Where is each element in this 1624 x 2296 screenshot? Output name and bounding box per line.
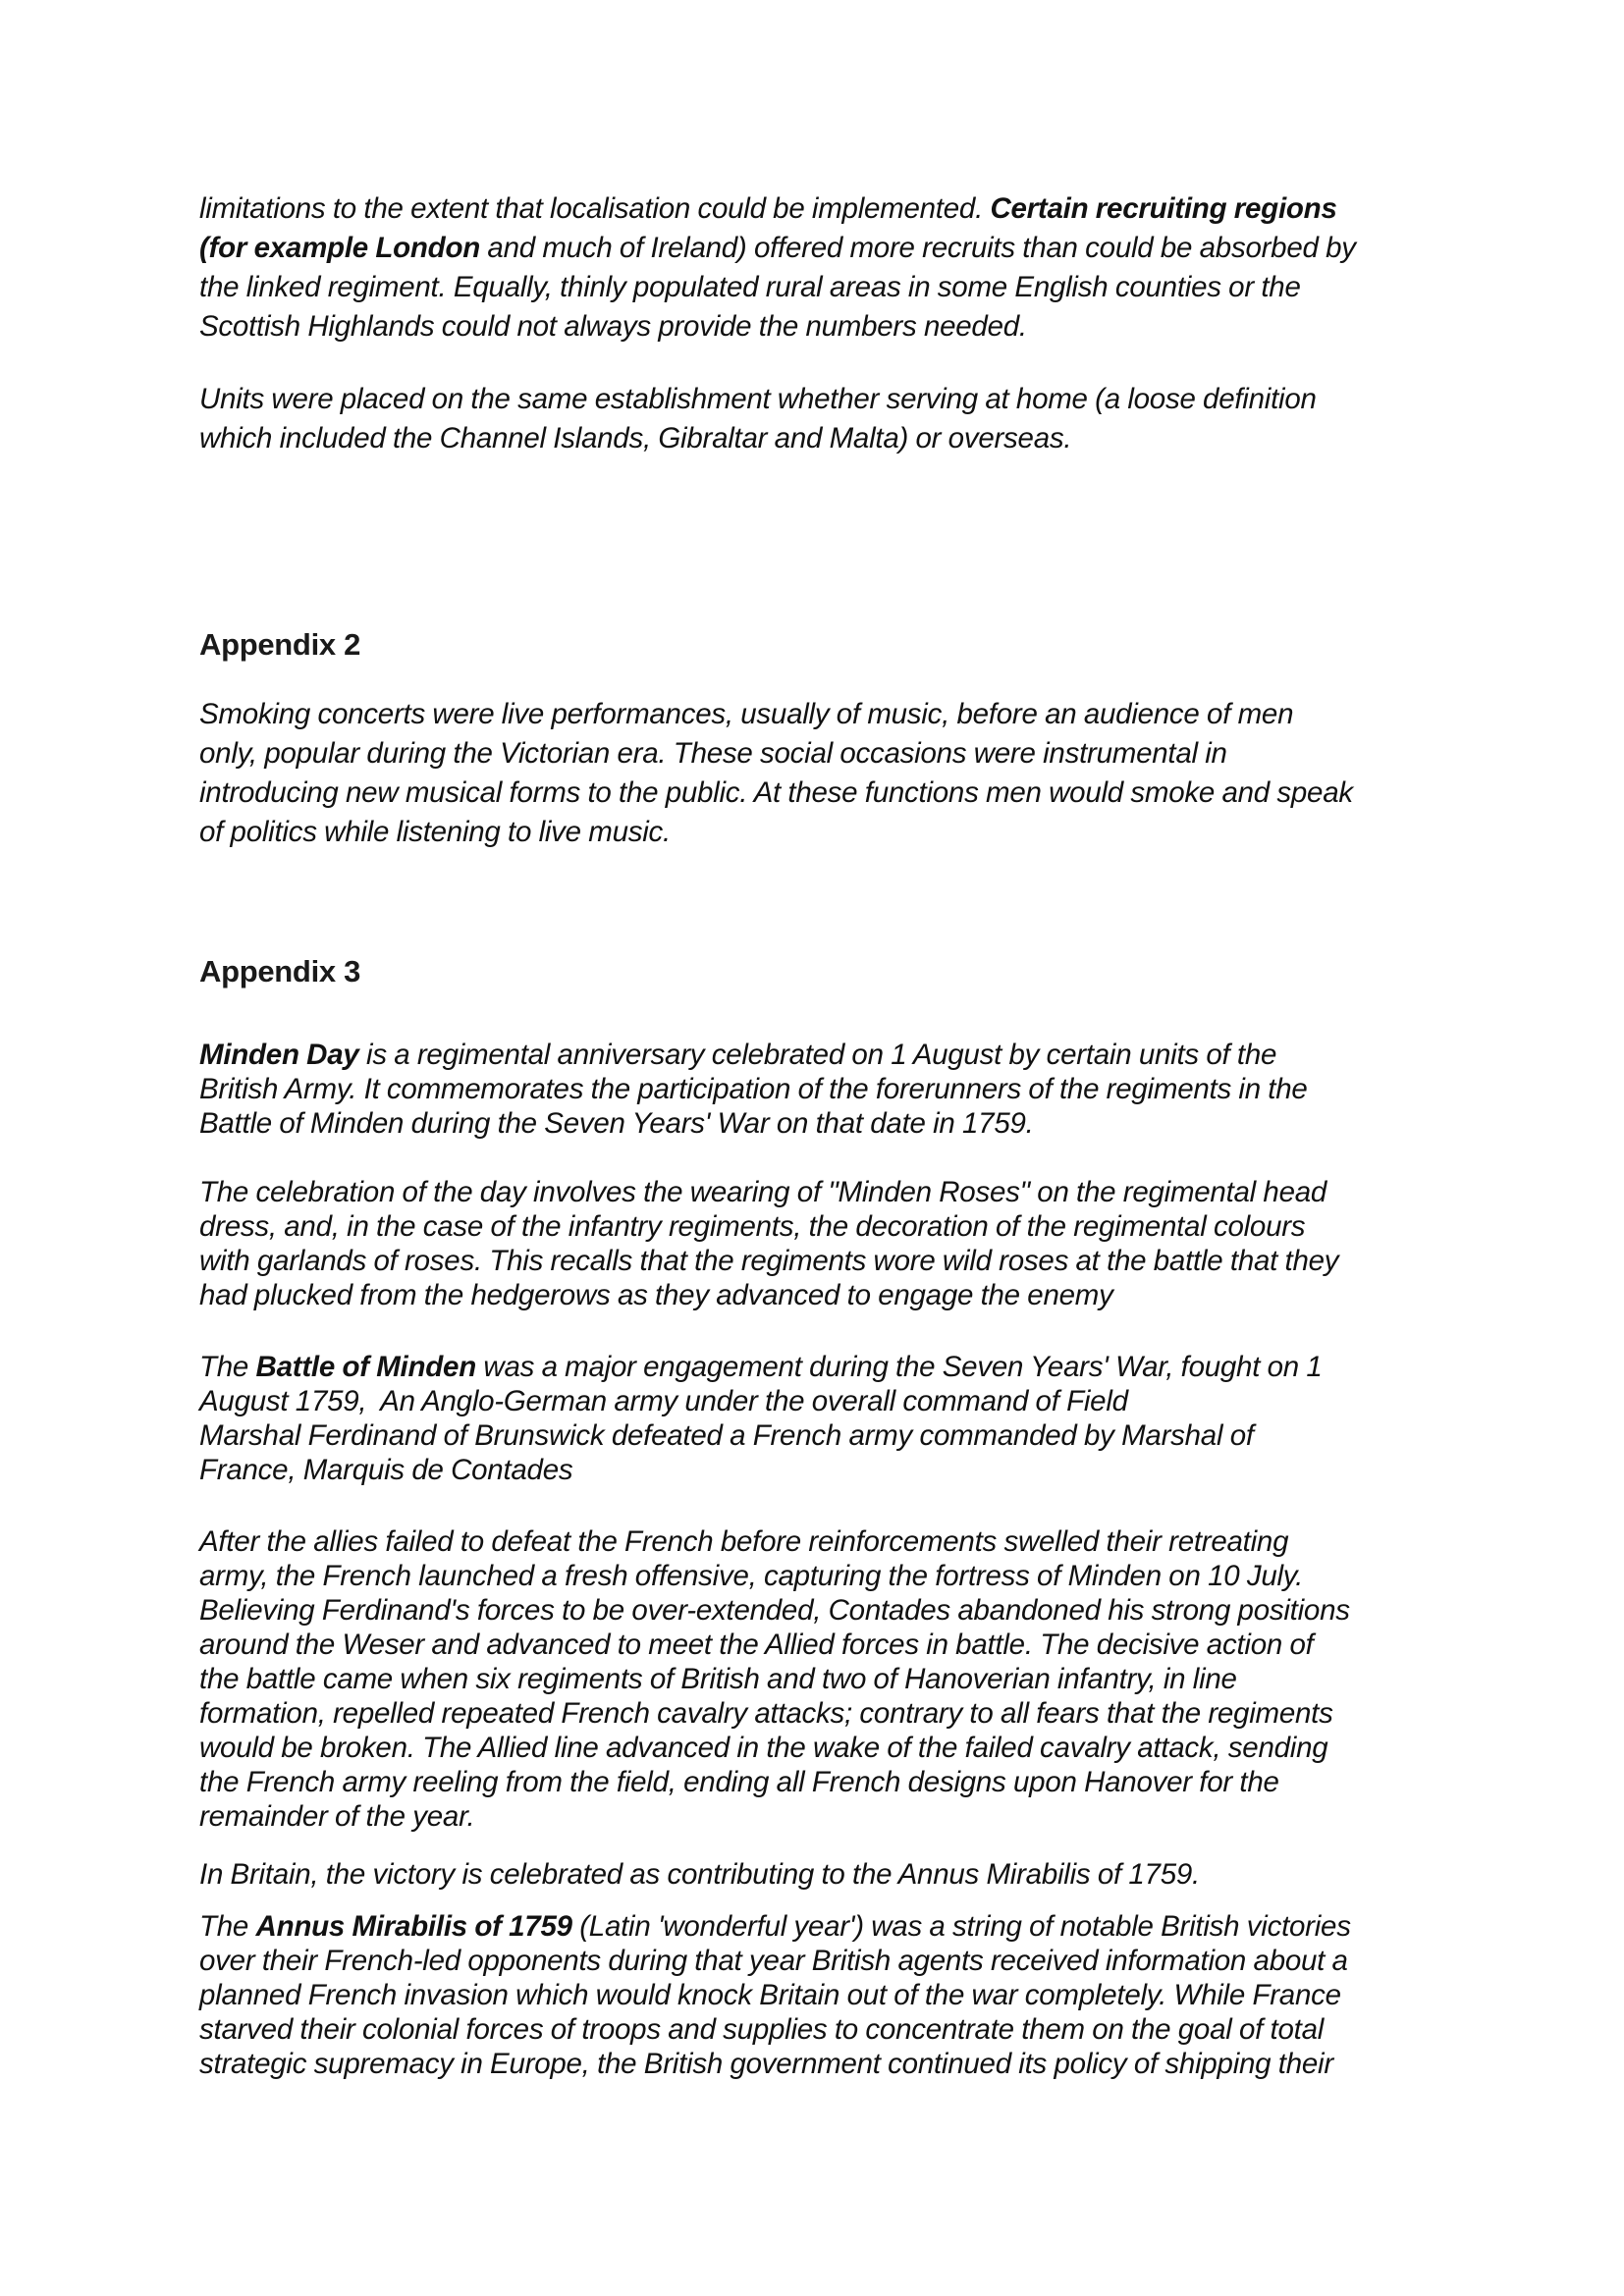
- text-line: Scottish Highlands could not always provide the numbers needed.: [199, 310, 1027, 343]
- text-line: Units were placed on the same establishment whether serving at home (a loose definition: [199, 383, 1317, 415]
- text-line: dress, and, in the case of the infantry regiments, the decoration of the regimental colours: [199, 1210, 1306, 1243]
- annus-mirabilis-paragraph: [199, 1909, 1466, 2081]
- text-line: would be broken. The Allied line advanced in the wake of the failed cavalry attack, sending: [199, 1732, 1328, 1764]
- text-line: The Battle of Minden was a major engagement during the Seven Years' War, fought on 1: [199, 1351, 1323, 1383]
- text-line: over their French-led opponents during that year British agents received information about a: [199, 1945, 1348, 1977]
- text-line: had plucked from the hedgerows as they advanced to engage the enemy: [199, 1279, 1113, 1311]
- text-line: After the allies failed to defeat the French before reinforcements swelled their retreating: [199, 1525, 1289, 1558]
- text-line: limitations to the extent that localisation could be implemented. Certain recruiting regions: [199, 192, 1337, 225]
- text-line: Believing Ferdinand's forces to be over-extended, Contades abandoned his strong positions: [199, 1594, 1350, 1627]
- text-line: remainder of the year.: [199, 1800, 475, 1833]
- text-line: Battle of Minden during the Seven Years' War on that date in 1759.: [199, 1107, 1034, 1140]
- text-line: the French army reeling from the field, ending all French designs upon Hanover for the: [199, 1766, 1279, 1798]
- in-britain-paragraph: [199, 1857, 1466, 1892]
- text-line: starved their colonial forces of troops and supplies to concentrate them on the goal of total: [199, 2013, 1325, 2046]
- text-line: only, popular during the Victorian era. These social occasions were instrumental in: [199, 737, 1227, 770]
- text-line: planned French invasion which would knock Britain out of the war completely. While France: [199, 1979, 1341, 2011]
- text-line: formation, repelled repeated French cavalry attacks; contrary to all fears that the regiments: [199, 1697, 1333, 1730]
- text-line: In Britain, the victory is celebrated as contributing to the Annus Mirabilis of 1759.: [199, 1858, 1200, 1891]
- text-line: introducing new musical forms to the public. At these functions men would smoke and speak: [199, 776, 1353, 809]
- text-line: strategic supremacy in Europe, the British government continued its policy of shipping their: [199, 2048, 1333, 2080]
- text-line: of politics while listening to live music.: [199, 816, 672, 848]
- text-line: the linked regiment. Equally, thinly populated rural areas in some English counties or the: [199, 271, 1301, 303]
- smoking-concerts-paragraph: [199, 695, 1466, 852]
- text-line: France, Marquis de Contades: [199, 1454, 573, 1486]
- text-line: around the Weser and advanced to meet the Allied forces in battle. The decisive action of: [199, 1629, 1314, 1661]
- text-line: the battle came when six regiments of British and two of Hanoverian infantry, in line: [199, 1663, 1237, 1695]
- text-line: army, the French launched a fresh offensive, capturing the fortress of Minden on 10 July.: [199, 1560, 1304, 1592]
- text-line: (for example London and much of Ireland) offered more recruits than could be absorbed by: [199, 232, 1356, 264]
- text-line: The Annus Mirabilis of 1759 (Latin 'wonderful year') was a string of notable British victories: [199, 1910, 1351, 1943]
- appendix-3-heading: Appendix 3: [199, 954, 361, 988]
- text-line: Smoking concerts were live performances, usually of music, before an audience of men: [199, 698, 1294, 730]
- celebration-paragraph: [199, 1175, 1466, 1312]
- text-line: Minden Day is a regimental anniversary celebrated on 1 August by certain units of the: [199, 1039, 1277, 1071]
- text-line: with garlands of roses. This recalls that the regiments wore wild roses at the battle that they: [199, 1245, 1339, 1277]
- text-line: British Army. It commemorates the participation of the forerunners of the regiments in the: [199, 1073, 1308, 1105]
- aftermath-paragraph: [199, 1524, 1466, 1834]
- continuation-paragraph: [199, 189, 1466, 347]
- text-line: which included the Channel Islands, Gibraltar and Malta) or overseas.: [199, 422, 1072, 454]
- text-line: August 1759, An Anglo-German army under the overall command of Field: [199, 1385, 1128, 1417]
- appendix-2-heading: Appendix 2: [199, 627, 361, 662]
- minden-day-paragraph: [199, 1038, 1466, 1141]
- units-paragraph: [199, 380, 1466, 458]
- text-line: Marshal Ferdinand of Brunswick defeated a French army commanded by Marshal of: [199, 1419, 1254, 1452]
- text-line: The celebration of the day involves the wearing of "Minden Roses" on the regimental head: [199, 1176, 1327, 1208]
- battle-of-minden-paragraph: [199, 1350, 1466, 1487]
